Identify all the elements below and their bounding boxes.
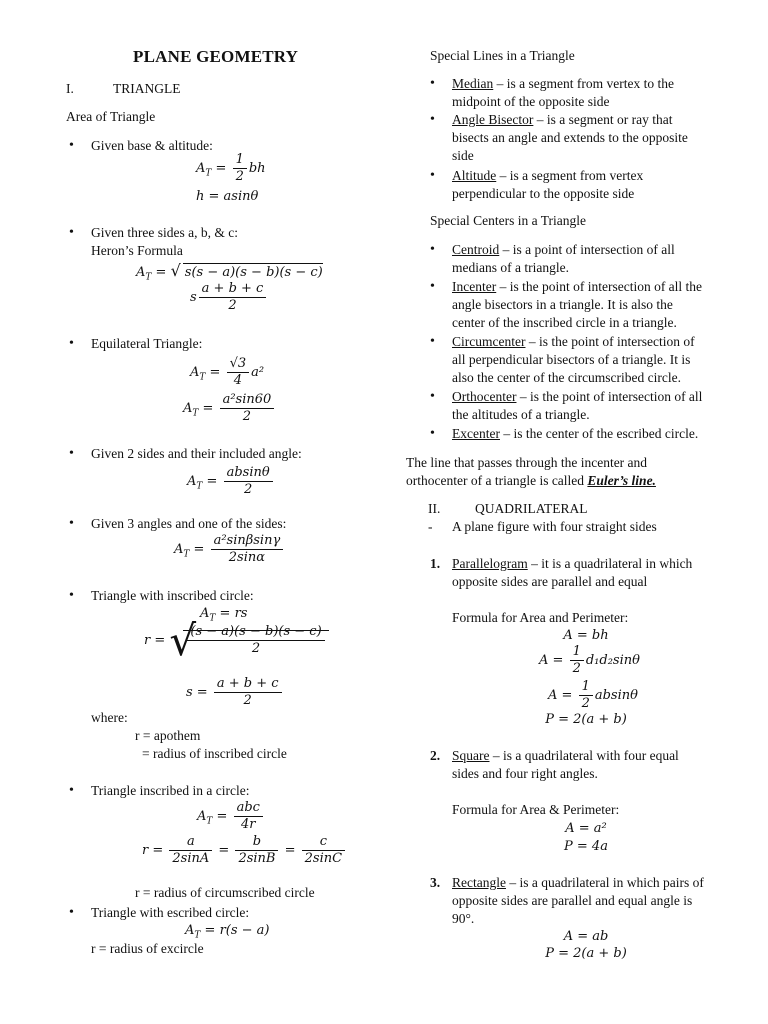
square-number: 2. bbox=[430, 748, 441, 763]
parallelogram-area-sides-angle: A = $\frac{1}{2}$ absinθ bbox=[548, 679, 638, 711]
quadrilateral-definition: A plane figure with four straight sides bbox=[452, 519, 657, 534]
square-definition: Square – is a quadrilateral with four equal bbox=[452, 748, 679, 763]
formula-inradius: r = √ $\frac{(s - a)(s - b)(s - c)}{2}$ bbox=[144, 624, 329, 657]
item-inscribed-circle-label: • Triangle with inscribed circle: bbox=[91, 587, 254, 605]
rectangle-perimeter: P = 2(a + b) bbox=[545, 946, 627, 961]
where-label: where: bbox=[91, 710, 128, 725]
section-number-triangle: I. bbox=[66, 81, 74, 96]
center-incenter: • Incenter – is the point of intersection of all the bbox=[452, 278, 702, 296]
section-title-quadrilateral: QUADRILATERAL bbox=[475, 501, 588, 516]
parallelogram-definition-cont: opposite sides are parallel and equal bbox=[452, 574, 648, 589]
note-circumscribed-radius: r = radius of circumscribed circle bbox=[135, 885, 315, 900]
parallelogram-definition: Parallelogram – it is a quadrilateral in which bbox=[452, 556, 693, 571]
where-radius-inscribed: = radius of inscribed circle bbox=[142, 746, 287, 761]
square-area: A = a² bbox=[565, 821, 607, 836]
rectangle-definition-cont2: 90°. bbox=[452, 911, 475, 926]
euler-line-text-cont: orthocenter of a triangle is called Euler’s line. bbox=[406, 473, 656, 488]
formula-circumscribed-area: $A_T$ = $\frac{\text{abc}}{4r}$ bbox=[197, 800, 265, 833]
line-altitude: • Altitude – is a segment from vertex bbox=[452, 167, 643, 185]
center-circumcenter: • Circumcenter – is the point of intersection of bbox=[452, 333, 695, 351]
note-excircle-radius: r = radius of excircle bbox=[91, 941, 204, 956]
where-apothem: r = apothem bbox=[135, 728, 201, 743]
formula-circumradius: r = $\frac{a}{2\sin A}$ = $\frac{b}{2\sin B}$ = $\frac{c}{2\sin C}$ bbox=[142, 834, 347, 867]
rectangle-definition-cont: opposite sides are parallel and equal angle is bbox=[452, 893, 693, 908]
parallelogram-area-diagonals: A = $\frac{1}{2}$ d₁d₂sinθ bbox=[539, 644, 640, 676]
parallelogram-area-bh: A = bh bbox=[563, 628, 609, 643]
rectangle-area: A = ab bbox=[563, 929, 609, 944]
parallelogram-formula-heading: Formula for Area and Perimeter: bbox=[452, 610, 629, 625]
center-centroid: • Centroid – is a point of intersection of all bbox=[452, 241, 675, 259]
formula-inscribed-semiperimeter: s = $\frac{a + b + c}{2}$ bbox=[186, 676, 284, 709]
formula-equilateral-1: $A_T$ = $\frac{√3}{4}$ a² bbox=[190, 356, 265, 388]
item-base-altitude-label: • Given base & altitude: bbox=[91, 137, 213, 155]
line-angle-bisector: • Angle Bisector – is a segment or ray that bbox=[452, 111, 672, 129]
center-circumcenter-cont2: also the center of the circumscribed circle. bbox=[452, 370, 682, 385]
square-formula-heading: Formula for Area & Perimeter: bbox=[452, 802, 620, 817]
parallelogram-number: 1. bbox=[430, 556, 441, 571]
page-title: PLANE GEOMETRY bbox=[133, 47, 299, 66]
formula-semiperimeter: s $\frac{a + b + c}{2}$ bbox=[190, 281, 268, 314]
center-incenter-cont: angle bisectors in a triangle. It is also the bbox=[452, 297, 673, 312]
formula-height: h = asinθ bbox=[196, 189, 259, 204]
item-escribed-circle-label: • Triangle with escribed circle: bbox=[91, 904, 249, 922]
line-median: • Median – is a segment from vertex to the bbox=[452, 75, 674, 93]
item-three-angles-label: • Given 3 angles and one of the sides: bbox=[91, 515, 286, 533]
rectangle-definition: Rectangle – is a quadrilateral in which pairs of bbox=[452, 875, 704, 890]
item-equilateral-label: • Equilateral Triangle: bbox=[91, 335, 202, 353]
item-two-sides-angle-label: • Given 2 sides and their included angle: bbox=[91, 445, 302, 463]
center-orthocenter: • Orthocenter – is the point of intersection of all bbox=[452, 388, 702, 406]
center-centroid-cont: medians of a triangle. bbox=[452, 260, 569, 275]
line-median-cont: midpoint of the opposite side bbox=[452, 94, 610, 109]
formula-escribed-area: $A_T = r(s - a)$ bbox=[185, 923, 270, 941]
special-lines-heading: Special Lines in a Triangle bbox=[430, 48, 575, 63]
formula-inscribed-area: $A_T$ = rs bbox=[200, 606, 248, 624]
square-definition-cont: sides and four right angles. bbox=[452, 766, 598, 781]
section-number-quadrilateral: II. bbox=[428, 501, 441, 516]
area-of-triangle-heading: Area of Triangle bbox=[66, 109, 156, 124]
special-centers-heading: Special Centers in a Triangle bbox=[430, 213, 586, 228]
line-angle-bisector-cont: bisects an angle and extends to the opposite bbox=[452, 130, 688, 145]
square-perimeter: P = 4a bbox=[564, 839, 608, 854]
herons-formula-label: Heron’s Formula bbox=[91, 243, 183, 258]
formula-base-altitude: $A_T$ = $\frac{1}{2}$ bh bbox=[196, 152, 266, 184]
formula-three-angles: $A_T$ = $\frac{\text{a²sinβsinγ}}{2\sin\alpha}$ bbox=[174, 533, 285, 566]
center-incenter-cont2: center of the inscribed circle in a triangle. bbox=[452, 315, 677, 330]
formula-equilateral-2: $A_T$ = $\frac{\text{a²sin60}}{2}$ bbox=[183, 392, 276, 425]
formula-herons: $A_T$ = √ s(s − a)(s − b)(s − c) bbox=[136, 261, 323, 283]
item-three-sides-label: • Given three sides a, b, & c: bbox=[91, 224, 238, 242]
item-inscribed-in-circle-label: • Triangle inscribed in a circle: bbox=[91, 782, 249, 800]
euler-line-text: The line that passes through the incenter and bbox=[406, 455, 648, 470]
rectangle-number: 3. bbox=[430, 875, 441, 890]
parallelogram-perimeter: P = 2(a + b) bbox=[545, 712, 627, 727]
quadrilateral-dash: - bbox=[428, 519, 433, 534]
section-title-triangle: TRIANGLE bbox=[113, 81, 181, 96]
formula-two-sides-angle: $A_T$ = $\frac{absin\theta}{2}$ bbox=[187, 465, 275, 498]
line-altitude-cont: perpendicular to the opposite side bbox=[452, 186, 635, 201]
center-excenter: • Excenter – is the center of the escribed circle. bbox=[452, 425, 698, 443]
center-circumcenter-cont: all perpendicular bisectors of a triangle. It is bbox=[452, 352, 691, 367]
center-orthocenter-cont: the altitudes of a triangle. bbox=[452, 407, 590, 422]
line-angle-bisector-cont2: side bbox=[452, 148, 474, 163]
